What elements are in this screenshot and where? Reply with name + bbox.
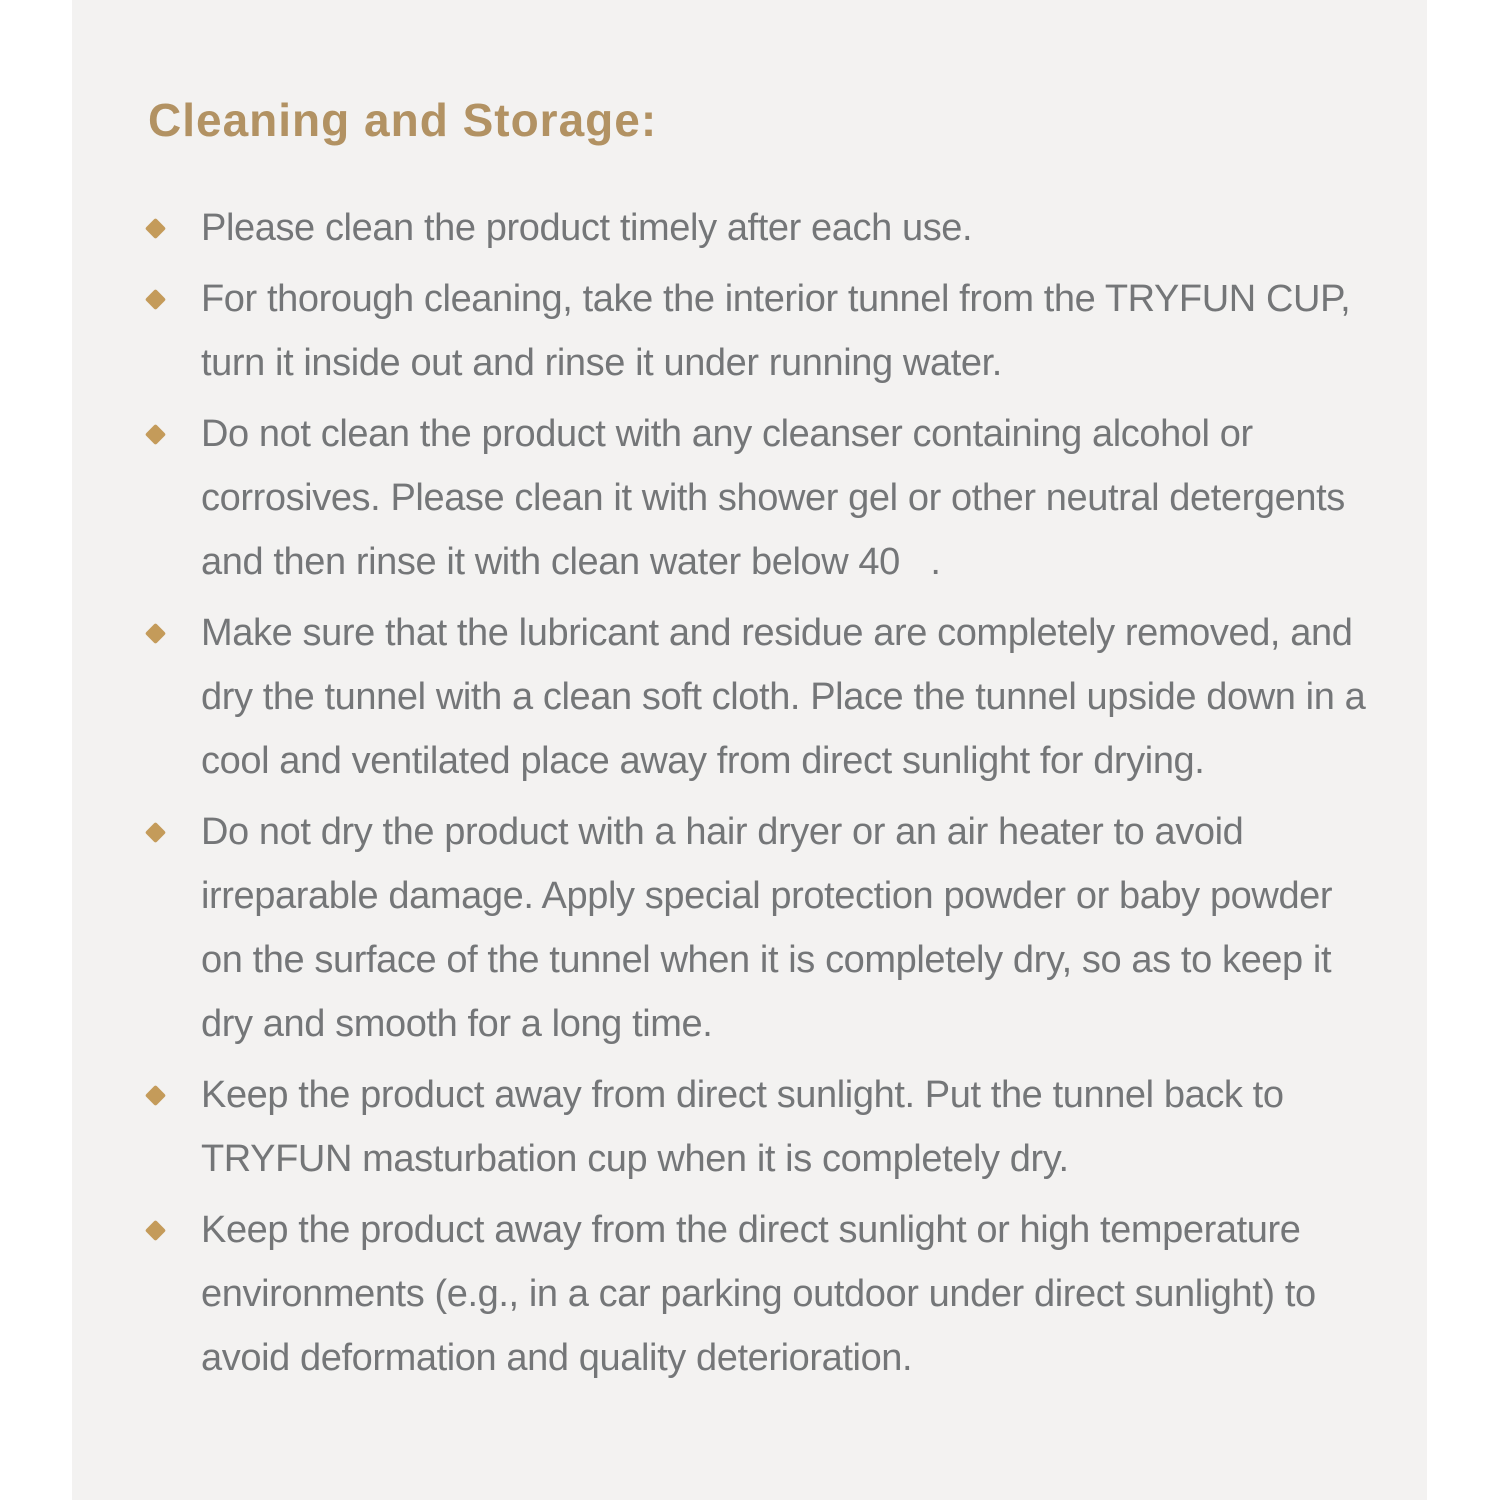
- diamond-bullet-icon: [145, 1085, 166, 1106]
- list-item: [148, 1198, 1367, 1390]
- list-item: [148, 601, 1367, 793]
- diamond-bullet-icon: [145, 218, 166, 239]
- list-item: [148, 800, 1367, 1056]
- diamond-bullet-icon: [145, 424, 166, 445]
- list-item-text: Keep the product away from the direct sunlight or high temperature environments (e.g., in a car parking outdoor under direct sunlight) to avoid deformation and quality deterioration.: [201, 1209, 1316, 1379]
- list-item: [148, 196, 1367, 260]
- list-item-text: Do not dry the product with a hair dryer or an air heater to avoid irreparable damage. Apply special protection powder or baby powder on the surface of the tunnel when it is completely dry, so as to keep it dry and smooth for a long time.: [201, 811, 1333, 1045]
- section-heading: Cleaning and Storage:: [148, 94, 658, 146]
- panel-content: [72, 0, 1427, 1437]
- list-item-text: Make sure that the lubricant and residue are completely removed, and dry the tunnel with a clean soft cloth. Place the tunnel upside down in a cool and ventilated place away from direct sunlight for drying.: [201, 612, 1366, 782]
- list-item-text: Do not clean the product with any cleanser containing alcohol or corrosives. Please clean it with shower gel or other neutral detergents and then rinse it with clean water below 40 .: [201, 413, 1345, 583]
- diamond-bullet-icon: [145, 289, 166, 310]
- diamond-bullet-icon: [145, 822, 166, 843]
- list-item-text: For thorough cleaning, take the interior tunnel from the TRYFUN CUP, turn it inside out and rinse it under running water.: [201, 278, 1351, 384]
- instructions-panel: [72, 0, 1427, 1500]
- list-item-text: Keep the product away from direct sunlight. Put the tunnel back to TRYFUN masturbation cup when it is completely dry.: [201, 1074, 1284, 1180]
- diamond-bullet-icon: [145, 623, 166, 644]
- list-item: [148, 402, 1367, 594]
- care-instructions-list: [148, 196, 1367, 1390]
- list-item: [148, 267, 1367, 395]
- list-item-text: Please clean the product timely after each use.: [201, 207, 973, 249]
- list-item: [148, 1063, 1367, 1191]
- diamond-bullet-icon: [145, 1220, 166, 1241]
